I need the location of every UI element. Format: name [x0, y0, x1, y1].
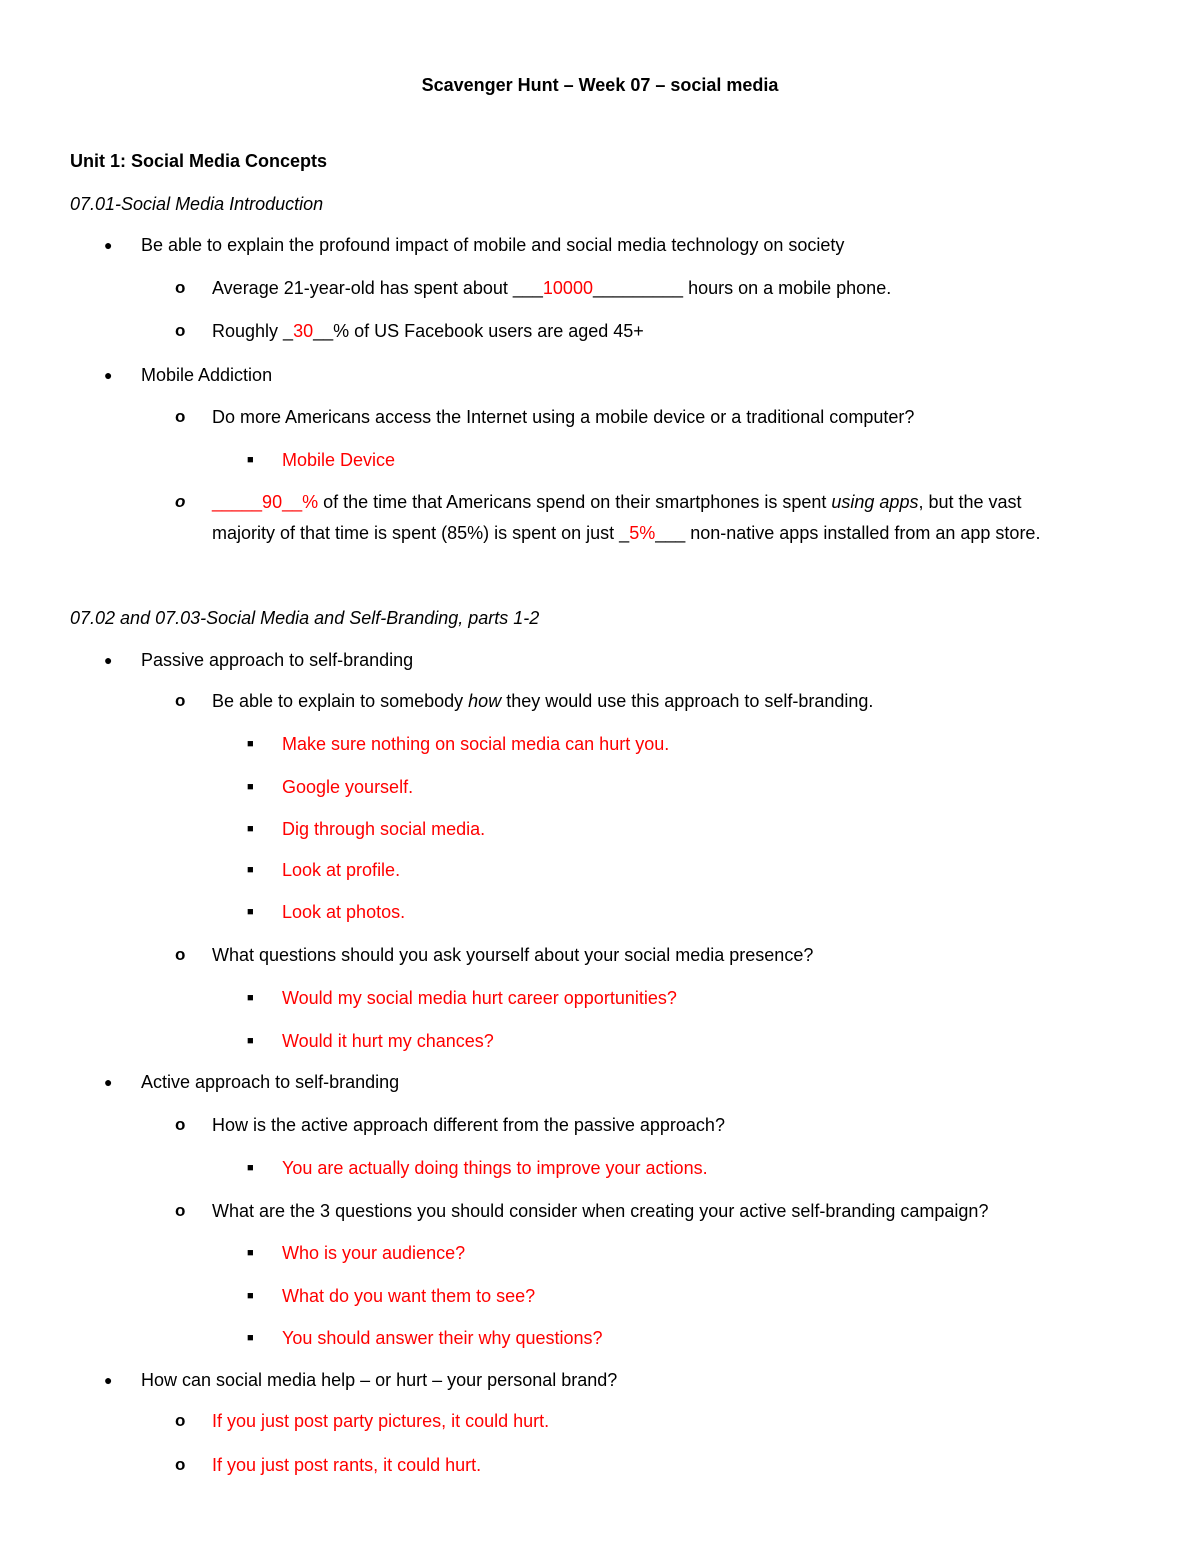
question-text: they would use this approach to self-branding.: [501, 691, 874, 711]
bullet-item: Mobile Addiction: [141, 365, 273, 385]
bullet-square-icon: ■: [247, 1035, 254, 1047]
question-text: __% of US Facebook users are aged 45+: [313, 321, 644, 341]
bullet-circle-icon: o: [175, 321, 186, 340]
question-text: majority of that time is spent (85%) is spent on just _: [212, 523, 630, 543]
question-item: How is the active approach different from the passive approach?: [212, 1115, 725, 1135]
bullet-square-icon: ■: [247, 454, 254, 466]
answer-text: _____90__%: [212, 492, 319, 512]
answer-item: Google yourself.: [282, 777, 414, 797]
bullet-circle-icon: o: [175, 1201, 186, 1220]
document-title: Scavenger Hunt – Week 07 – social media: [421, 75, 779, 95]
bullet-item: Active approach to self-branding: [141, 1072, 400, 1092]
bullet-square-icon: ■: [247, 1332, 254, 1344]
bullet-circle-icon: o: [175, 1115, 186, 1134]
bullet-square-icon: ■: [247, 1290, 254, 1302]
question-item: [212, 491, 1022, 513]
emphasis-text: how: [468, 691, 502, 711]
section-heading-0701: 07.01-Social Media Introduction: [70, 194, 324, 214]
bullet-item: Be able to explain the profound impact of mobile and social media technology on society: [141, 235, 845, 255]
bullet-circle-icon: o: [175, 945, 186, 964]
answer-item: You should answer their why questions?: [282, 1328, 603, 1348]
question-text: _________ hours on a mobile phone.: [592, 278, 892, 298]
question-item: [212, 277, 891, 299]
question-item: Do more Americans access the Internet using a mobile device or a traditional computer?: [212, 407, 915, 427]
question-item: [212, 690, 873, 712]
answer-item: Dig through social media.: [282, 819, 486, 839]
bullet-square-icon: ■: [247, 781, 254, 793]
bullet-item: How can social media help – or hurt – your personal brand?: [141, 1370, 618, 1390]
section-heading-0702: 07.02 and 07.03-Social Media and Self-Branding, parts 1-2: [70, 608, 540, 628]
bullet-square-icon: ■: [247, 906, 254, 918]
unit-heading: Unit 1: Social Media Concepts: [70, 151, 328, 171]
bullet-disc-icon: ●: [104, 1074, 113, 1090]
answer-item: If you just post party pictures, it could hurt.: [212, 1411, 550, 1431]
bullet-disc-icon: ●: [104, 1372, 113, 1388]
question-text: Be able to explain to somebody: [212, 691, 469, 711]
bullet-square-icon: ■: [247, 1162, 254, 1174]
answer-item: Look at profile.: [282, 860, 401, 880]
answer-text: 5%: [629, 523, 656, 543]
answer-item: Who is your audience?: [282, 1243, 466, 1263]
bullet-square-icon: ■: [247, 738, 254, 750]
bullet-disc-icon: ●: [104, 652, 113, 668]
question-text: of the time that Americans spend on their smartphones is spent: [318, 492, 832, 512]
question-item-continued: [212, 522, 1040, 544]
bullet-circle-icon: o: [175, 407, 186, 426]
question-text: Roughly _: [212, 321, 294, 341]
answer-item: What do you want them to see?: [282, 1286, 536, 1306]
question-item: What questions should you ask yourself about your social media presence?: [212, 945, 814, 965]
bullet-square-icon: ■: [247, 823, 254, 835]
bullet-circle-icon: o: [175, 492, 186, 511]
bullet-circle-icon: o: [175, 1411, 186, 1430]
answer-item: Mobile Device: [282, 450, 396, 470]
bullet-square-icon: ■: [247, 992, 254, 1004]
answer-item: If you just post rants, it could hurt.: [212, 1455, 482, 1475]
answer-item: Would my social media hurt career opportunities?: [282, 988, 677, 1008]
answer-item: You are actually doing things to improve your actions.: [282, 1158, 708, 1178]
question-text: , but the vast: [918, 492, 1022, 512]
bullet-disc-icon: ●: [104, 367, 113, 383]
bullet-circle-icon: o: [175, 691, 186, 710]
answer-item: Make sure nothing on social media can hurt you.: [282, 734, 670, 754]
answer-item: Would it hurt my chances?: [282, 1031, 494, 1051]
bullet-circle-icon: o: [175, 278, 186, 297]
question-text: Average 21-year-old has spent about ___: [212, 278, 543, 298]
question-item: What are the 3 questions you should consider when creating your active self-branding campaign?: [212, 1201, 989, 1221]
answer-text: 10000: [542, 278, 593, 298]
bullet-item: Passive approach to self-branding: [141, 650, 414, 670]
emphasis-text: using apps: [831, 492, 919, 512]
question-text: ___ non-native apps installed from an app store.: [655, 523, 1041, 543]
bullet-disc-icon: ●: [104, 237, 113, 253]
answer-text: 30: [293, 321, 314, 341]
bullet-square-icon: ■: [247, 1247, 254, 1259]
question-item: [212, 320, 644, 342]
bullet-square-icon: ■: [247, 864, 254, 876]
bullet-circle-icon: o: [175, 1455, 186, 1474]
answer-item: Look at photos.: [282, 902, 406, 922]
